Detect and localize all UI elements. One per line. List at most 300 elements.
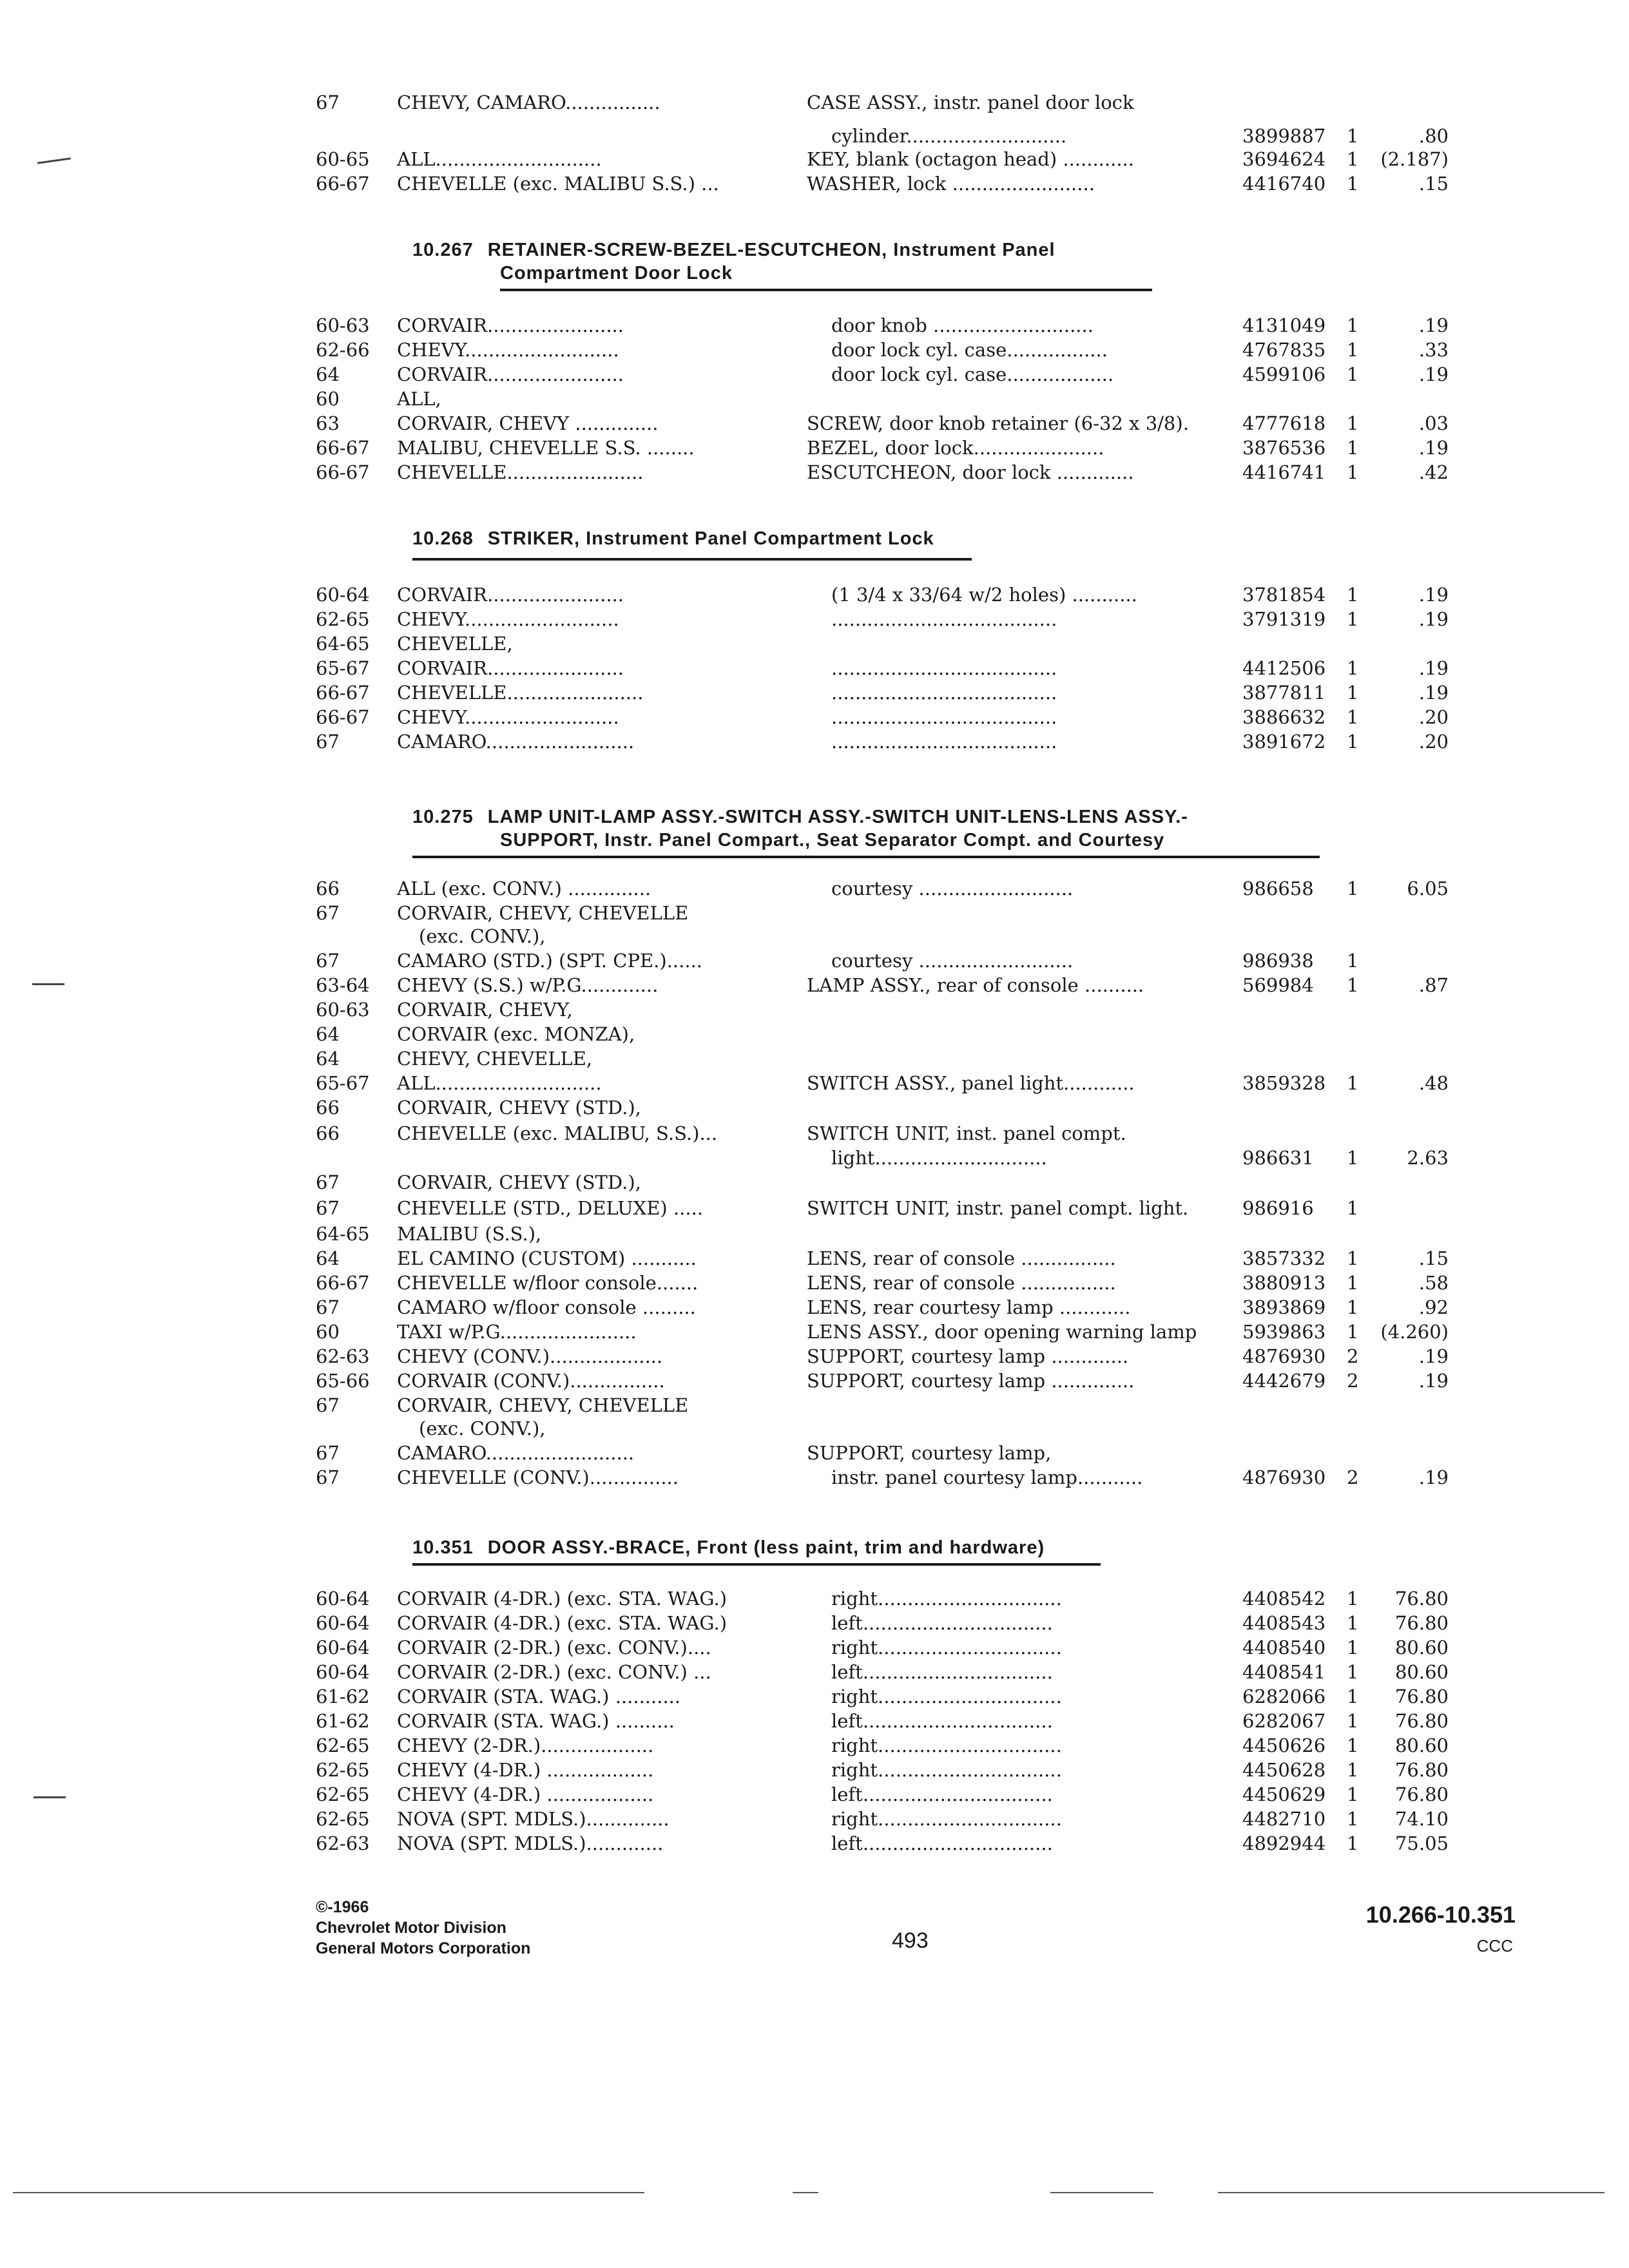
part-description: LENS, rear of console ................	[807, 1272, 1116, 1294]
part-number: 4767835	[1242, 339, 1326, 361]
model: (exc. CONV.),	[419, 1418, 546, 1439]
table-row	[0, 1831, 1629, 1856]
table-row	[0, 1684, 1629, 1709]
model: CHEVY..........................	[397, 706, 619, 728]
part-number: 4599106	[1242, 363, 1326, 385]
model: TAXI w/P.G.......................	[397, 1321, 637, 1343]
quantity: 1	[1347, 1272, 1359, 1294]
table-row	[0, 1586, 1629, 1611]
margin-mark	[34, 1796, 66, 1798]
part-number: 4482710	[1242, 1808, 1326, 1830]
part-description: door knob ...........................	[831, 314, 1094, 336]
scan-edge-line	[13, 2192, 644, 2193]
part-number: 4408541	[1242, 1661, 1326, 1683]
table-row	[0, 1170, 1629, 1195]
section-heading	[412, 1536, 1045, 1559]
table-row	[0, 313, 1629, 338]
part-number: 4131049	[1242, 314, 1326, 336]
price: .19	[1418, 363, 1449, 385]
part-number: 3781854	[1242, 584, 1326, 606]
model: CHEVELLE,	[397, 633, 513, 655]
quantity: 1	[1347, 950, 1359, 972]
part-description: SCREW, door knob retainer (6-32 x 3/8).	[807, 412, 1189, 434]
year-range: 67	[316, 1466, 340, 1488]
quantity: 1	[1347, 1759, 1359, 1781]
section-title-line2: Compartment Door Lock	[500, 263, 733, 284]
scan-edge-line	[1050, 2192, 1153, 2193]
price: .19	[1418, 314, 1449, 336]
year-range: 64	[316, 1023, 340, 1045]
table-row	[0, 582, 1629, 607]
part-description: ......................................	[831, 608, 1057, 630]
price: 76.80	[1394, 1759, 1449, 1781]
part-description: right...............................	[831, 1588, 1062, 1610]
quantity: 1	[1347, 1612, 1359, 1634]
part-description: right...............................	[831, 1686, 1062, 1707]
table-row	[0, 1095, 1629, 1120]
year-range: 62-65	[316, 1783, 370, 1805]
part-description: left................................	[831, 1832, 1053, 1854]
table-row	[0, 1320, 1629, 1344]
part-description: courtesy ..........................	[831, 878, 1074, 899]
price: 76.80	[1394, 1686, 1449, 1707]
year-range: 64-65	[316, 1223, 370, 1245]
model: CHEVY (4-DR.) ..................	[397, 1783, 654, 1805]
section-underline	[412, 558, 972, 561]
section-heading	[412, 805, 1188, 829]
quantity: 1	[1347, 1588, 1359, 1610]
year-range: 60-65	[316, 148, 370, 170]
model: NOVA (SPT. MDLS.)..............	[397, 1808, 670, 1830]
price: .33	[1418, 339, 1449, 361]
section-heading	[412, 238, 1055, 262]
price: 80.60	[1394, 1637, 1449, 1658]
quantity: 1	[1347, 461, 1359, 483]
part-description: right...............................	[831, 1808, 1062, 1830]
quantity: 1	[1347, 878, 1359, 899]
part-description: SUPPORT, courtesy lamp ..............	[807, 1370, 1135, 1392]
model: CHEVELLE (exc. MALIBU, S.S.)...	[397, 1122, 718, 1144]
part-description: door lock cyl. case.................	[831, 339, 1108, 361]
part-number: 4408540	[1242, 1637, 1326, 1658]
part-number: 986658	[1242, 878, 1314, 899]
table-row	[0, 171, 1629, 196]
quantity: 1	[1347, 1783, 1359, 1805]
quantity: 1	[1347, 125, 1359, 147]
model: CAMARO.........................	[397, 731, 635, 753]
quantity: 1	[1347, 1321, 1359, 1343]
model: CHEVY, CHEVELLE,	[397, 1048, 593, 1070]
part-description: ......................................	[831, 657, 1057, 679]
part-description: right...............................	[831, 1637, 1062, 1658]
part-number: 3876536	[1242, 437, 1326, 459]
year-range: 67	[316, 731, 340, 753]
table-row	[0, 147, 1629, 171]
model: ALL............................	[397, 148, 602, 170]
price: 74.10	[1394, 1808, 1449, 1830]
model: CAMARO.........................	[397, 1442, 635, 1464]
model: CORVAIR (CONV.)................	[397, 1370, 665, 1392]
model: CHEVELLE.......................	[397, 461, 644, 483]
year-range: 62-66	[316, 339, 370, 361]
year-range: 66-67	[316, 682, 370, 704]
year-range: 62-65	[316, 1808, 370, 1830]
year-range: 64	[316, 363, 340, 385]
price: 80.60	[1394, 1661, 1449, 1683]
part-description: light.............................	[831, 1147, 1047, 1169]
part-description: SWITCH ASSY., panel light............	[807, 1072, 1135, 1094]
part-number: 3886632	[1242, 706, 1326, 728]
part-number: 986938	[1242, 950, 1314, 972]
part-number: 3694624	[1242, 148, 1326, 170]
part-description: door lock cyl. case..................	[831, 363, 1114, 385]
part-number: 6282066	[1242, 1686, 1326, 1707]
model: CORVAIR (2-DR.) (exc. CONV.)....	[397, 1637, 711, 1658]
page-number: 493	[892, 1928, 929, 1953]
price: .19	[1418, 437, 1449, 459]
model: CORVAIR, CHEVY (STD.),	[397, 1171, 641, 1193]
price: .58	[1418, 1272, 1449, 1294]
year-range: 67	[316, 1442, 340, 1464]
year-range: 60-63	[316, 999, 370, 1021]
model: CHEVELLE (STD., DELUXE) .....	[397, 1197, 704, 1219]
quantity: 1	[1347, 412, 1359, 434]
catalog-code: CCC	[1476, 1936, 1513, 1956]
model: CORVAIR, CHEVY ..............	[397, 412, 659, 434]
table-row	[0, 436, 1629, 460]
table-row	[0, 362, 1629, 387]
part-number: 4450626	[1242, 1735, 1326, 1756]
quantity: 1	[1347, 682, 1359, 704]
year-range: 60-63	[316, 314, 370, 336]
price: .19	[1418, 657, 1449, 679]
table-row	[0, 1393, 1629, 1418]
year-range: 66	[316, 1122, 340, 1144]
table-row	[0, 1071, 1629, 1095]
section-title: DOOR ASSY.-BRACE, Front (less paint, trim and hardware)	[487, 1537, 1045, 1558]
quantity: 1	[1347, 1661, 1359, 1683]
corporation-name: General Motors Corporation	[316, 1939, 531, 1957]
part-number: 986631	[1242, 1147, 1314, 1169]
year-range: 60-64	[316, 1661, 370, 1683]
model: MALIBU, CHEVELLE S.S. ........	[397, 437, 695, 459]
model: CHEVY (2-DR.)...................	[397, 1735, 654, 1756]
table-row	[0, 973, 1629, 997]
model: ALL (exc. CONV.) ..............	[397, 878, 651, 899]
section-underline	[500, 289, 1152, 291]
price: 2.63	[1407, 1147, 1449, 1169]
part-description: LENS ASSY., door opening warning lamp	[807, 1321, 1197, 1343]
part-number: 3880913	[1242, 1272, 1326, 1294]
model: CORVAIR (4-DR.) (exc. STA. WAG.)	[397, 1588, 728, 1610]
model: CHEVELLE.......................	[397, 682, 644, 704]
model: CHEVY (4-DR.) ..................	[397, 1759, 654, 1781]
part-description: left................................	[831, 1612, 1053, 1634]
table-row	[0, 1046, 1629, 1071]
year-range: 60-64	[316, 584, 370, 606]
price: .15	[1418, 1247, 1449, 1269]
year-range: 60-64	[316, 1588, 370, 1610]
price: 76.80	[1394, 1588, 1449, 1610]
part-number: 4892944	[1242, 1832, 1326, 1854]
model: CHEVY (CONV.)...................	[397, 1345, 663, 1367]
section-number: 10.275	[412, 807, 474, 827]
table-row	[0, 997, 1629, 1022]
part-description: cylinder...........................	[831, 125, 1067, 147]
quantity: 1	[1347, 584, 1359, 606]
part-number: 4416740	[1242, 173, 1326, 195]
part-number: 3859328	[1242, 1072, 1326, 1094]
part-number: 4408543	[1242, 1612, 1326, 1634]
price: 76.80	[1394, 1612, 1449, 1634]
quantity: 1	[1347, 1710, 1359, 1732]
year-range: 64	[316, 1247, 340, 1269]
part-description: ESCUTCHEON, door lock .............	[807, 461, 1134, 483]
table-row	[0, 1733, 1629, 1758]
table-row	[0, 729, 1629, 754]
part-number: 569984	[1242, 974, 1314, 996]
part-number: 4450628	[1242, 1759, 1326, 1781]
section-underline	[412, 1563, 1101, 1566]
section-underline	[412, 856, 1320, 858]
part-number: 4450629	[1242, 1783, 1326, 1805]
table-row	[0, 1709, 1629, 1733]
model: CORVAIR (STA. WAG.) ...........	[397, 1686, 681, 1707]
quantity: 2	[1347, 1370, 1359, 1392]
model: MALIBU (S.S.),	[397, 1223, 542, 1245]
table-row	[0, 411, 1629, 436]
table-row	[0, 1611, 1629, 1635]
table-row	[0, 924, 1629, 948]
year-range: 66-67	[316, 706, 370, 728]
quantity: 1	[1347, 314, 1359, 336]
table-row	[0, 124, 1629, 148]
model: CHEVY..........................	[397, 608, 619, 630]
part-description: right...............................	[831, 1759, 1062, 1781]
year-range: 60-64	[316, 1637, 370, 1658]
year-range: 62-63	[316, 1832, 370, 1854]
part-description: ......................................	[831, 682, 1057, 704]
quantity: 1	[1347, 1808, 1359, 1830]
table-row	[0, 901, 1629, 925]
quantity: 1	[1347, 1247, 1359, 1269]
year-range: 67	[316, 1171, 340, 1193]
part-number: 3891672	[1242, 731, 1326, 753]
table-row	[0, 1022, 1629, 1046]
part-description: left................................	[831, 1661, 1053, 1683]
price: .92	[1418, 1296, 1449, 1318]
part-description: right...............................	[831, 1735, 1062, 1756]
table-row	[0, 876, 1629, 901]
table-row	[0, 607, 1629, 631]
part-description: CASE ASSY., instr. panel door lock	[807, 91, 1134, 113]
table-row	[0, 1782, 1629, 1807]
year-range: 66-67	[316, 437, 370, 459]
quantity: 1	[1347, 1832, 1359, 1854]
table-row	[0, 1807, 1629, 1831]
table-row	[0, 656, 1629, 680]
part-number: 3857332	[1242, 1247, 1326, 1269]
part-number: 3899887	[1242, 125, 1326, 147]
year-range: 64	[316, 1048, 340, 1070]
part-number: 4412506	[1242, 657, 1326, 679]
table-row	[0, 1441, 1629, 1465]
model: CAMARO (STD.) (SPT. CPE.)......	[397, 950, 703, 972]
quantity: 1	[1347, 608, 1359, 630]
section-title-line2: SUPPORT, Instr. Panel Compart., Seat Separator Compt. and Courtesy	[500, 830, 1165, 850]
section-title: STRIKER, Instrument Panel Compartment Lock	[487, 528, 934, 549]
part-description: ......................................	[831, 706, 1057, 728]
quantity: 1	[1347, 1686, 1359, 1707]
section-number: 10.267	[412, 240, 474, 260]
model: ALL,	[397, 388, 441, 410]
price: 75.05	[1394, 1832, 1449, 1854]
price: .19	[1418, 1466, 1449, 1488]
model: CORVAIR.......................	[397, 657, 624, 679]
part-description: (1 3/4 x 33/64 w/2 holes) ...........	[831, 584, 1137, 606]
table-row	[0, 1295, 1629, 1320]
part-number: 4876930	[1242, 1345, 1326, 1367]
part-description: LENS, rear of console ................	[807, 1247, 1116, 1269]
model: CHEVELLE (exc. MALIBU S.S.) ...	[397, 173, 719, 195]
copyright: ©-1966	[316, 1898, 369, 1916]
table-row	[0, 387, 1629, 411]
quantity: 2	[1347, 1466, 1359, 1488]
table-row	[0, 338, 1629, 362]
price: .20	[1418, 731, 1449, 753]
year-range: 67	[316, 1296, 340, 1318]
part-description: WASHER, lock ........................	[807, 173, 1095, 195]
year-range: 65-67	[316, 1072, 370, 1094]
model: CORVAIR.......................	[397, 363, 624, 385]
quantity: 1	[1347, 706, 1359, 728]
part-description: SUPPORT, courtesy lamp .............	[807, 1345, 1129, 1367]
table-row	[0, 1146, 1629, 1170]
model: CORVAIR (2-DR.) (exc. CONV.) ...	[397, 1661, 711, 1683]
section-range: 10.266-10.351	[1365, 1901, 1516, 1928]
part-description: BEZEL, door lock......................	[807, 437, 1104, 459]
section-number: 10.351	[412, 1537, 474, 1558]
part-number: 3877811	[1242, 682, 1326, 704]
model: CHEVY..........................	[397, 339, 619, 361]
year-range: 62-65	[316, 1735, 370, 1756]
part-number: 4408542	[1242, 1588, 1326, 1610]
model: CORVAIR, CHEVY, CHEVELLE	[397, 1394, 689, 1416]
part-description: left................................	[831, 1783, 1053, 1805]
model: CHEVELLE w/floor console.......	[397, 1272, 699, 1294]
table-row	[0, 948, 1629, 973]
part-description: SWITCH UNIT, inst. panel compt.	[807, 1122, 1126, 1144]
table-row	[0, 1271, 1629, 1295]
year-range: 64-65	[316, 633, 370, 655]
year-range: 63	[316, 412, 340, 434]
year-range: 67	[316, 950, 340, 972]
year-range: 63-64	[316, 974, 370, 996]
model: CORVAIR, CHEVY (STD.),	[397, 1097, 641, 1119]
table-row	[0, 1222, 1629, 1246]
part-number: 4442679	[1242, 1370, 1326, 1392]
price: .19	[1418, 584, 1449, 606]
part-description: LENS, rear courtesy lamp ............	[807, 1296, 1131, 1318]
price: 76.80	[1394, 1710, 1449, 1732]
year-range: 67	[316, 1394, 340, 1416]
section-number: 10.268	[412, 528, 474, 549]
price: (4.260)	[1380, 1321, 1449, 1343]
price: .42	[1418, 461, 1449, 483]
margin-mark	[32, 983, 64, 985]
part-description: KEY, blank (octagon head) ............	[807, 148, 1134, 170]
part-number: 4876930	[1242, 1466, 1326, 1488]
model: CORVAIR (4-DR.) (exc. STA. WAG.)	[397, 1612, 728, 1634]
year-range: 60	[316, 388, 340, 410]
part-description: instr. panel courtesy lamp...........	[831, 1466, 1143, 1488]
part-number: 3791319	[1242, 608, 1326, 630]
year-range: 66-67	[316, 1272, 370, 1294]
table-row	[0, 1246, 1629, 1271]
price: .80	[1418, 125, 1449, 147]
model: EL CAMINO (CUSTOM) ...........	[397, 1247, 697, 1269]
year-range: 65-66	[316, 1370, 370, 1392]
quantity: 1	[1347, 974, 1359, 996]
table-row	[0, 460, 1629, 485]
section-title: RETAINER-SCREW-BEZEL-ESCUTCHEON, Instrument Panel	[487, 240, 1055, 260]
year-range: 67	[316, 902, 340, 924]
price: 76.80	[1394, 1783, 1449, 1805]
year-range: 66	[316, 878, 340, 899]
year-range: 60-64	[316, 1612, 370, 1634]
quantity: 1	[1347, 1147, 1359, 1169]
quantity: 2	[1347, 1345, 1359, 1367]
scan-edge-line	[1218, 2192, 1605, 2193]
model: CORVAIR, CHEVY, CHEVELLE	[397, 902, 689, 924]
part-description: SUPPORT, courtesy lamp,	[807, 1442, 1052, 1464]
section-title: LAMP UNIT-LAMP ASSY.-SWITCH ASSY.-SWITCH UNIT-LENS-LENS ASSY.-	[487, 807, 1188, 827]
table-row	[0, 1758, 1629, 1782]
table-row	[0, 1344, 1629, 1369]
part-number: 5939863	[1242, 1321, 1326, 1343]
model: CORVAIR (exc. MONZA),	[397, 1023, 635, 1045]
part-number: 4416741	[1242, 461, 1326, 483]
table-row	[0, 1660, 1629, 1684]
table-row	[0, 1416, 1629, 1441]
model: CORVAIR (STA. WAG.) ..........	[397, 1710, 675, 1732]
price: .87	[1418, 974, 1449, 996]
table-row	[0, 90, 1629, 115]
model: CHEVELLE (CONV.)...............	[397, 1466, 679, 1488]
quantity: 1	[1347, 1197, 1359, 1219]
year-range: 62-65	[316, 608, 370, 630]
year-range: 66-67	[316, 173, 370, 195]
year-range: 67	[316, 1197, 340, 1219]
year-range: 66	[316, 1097, 340, 1119]
quantity: 1	[1347, 1735, 1359, 1756]
quantity: 1	[1347, 339, 1359, 361]
part-description: courtesy ..........................	[831, 950, 1074, 972]
year-range: 67	[316, 91, 340, 113]
price: .15	[1418, 173, 1449, 195]
model: (exc. CONV.),	[419, 925, 546, 947]
part-number: 986916	[1242, 1197, 1314, 1219]
model: CORVAIR.......................	[397, 314, 624, 336]
quantity: 1	[1347, 731, 1359, 753]
price: .19	[1418, 1345, 1449, 1367]
year-range: 62-63	[316, 1345, 370, 1367]
model: CHEVY (S.S.) w/P.G.............	[397, 974, 659, 996]
price: 80.60	[1394, 1735, 1449, 1756]
table-row	[0, 1635, 1629, 1660]
price: .19	[1418, 608, 1449, 630]
table-row	[0, 680, 1629, 705]
